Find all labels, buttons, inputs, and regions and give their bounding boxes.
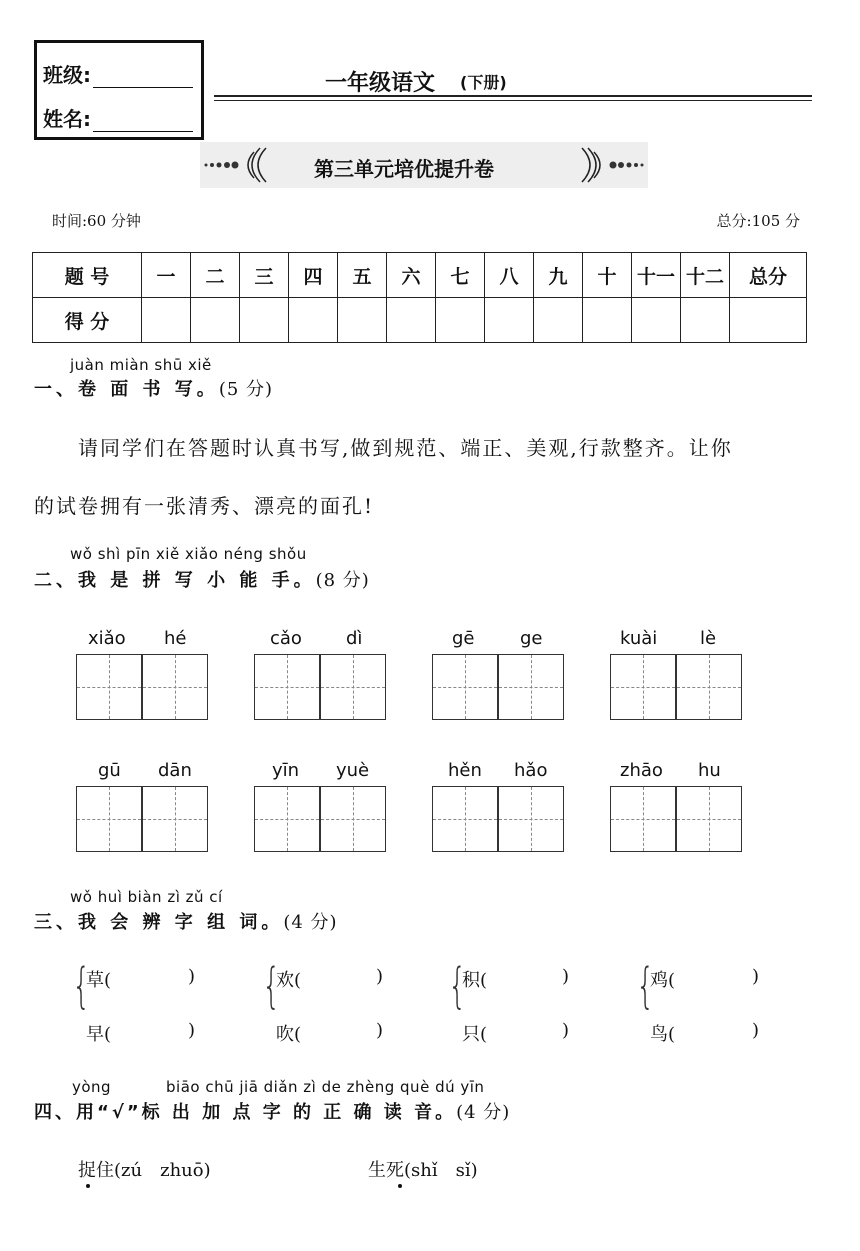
word-blank[interactable]: 吹( xyxy=(276,1024,302,1045)
score-cell[interactable] xyxy=(681,298,730,343)
paren-close: ) xyxy=(188,966,196,987)
section-3-title-text: 三、我 会 辨 字 组 词。 xyxy=(34,912,284,933)
table-cell: 五 xyxy=(338,253,387,298)
section-2-score: (8 分) xyxy=(315,570,370,591)
section-4-title xyxy=(34,1098,510,1124)
tianzi-box[interactable] xyxy=(676,654,742,720)
score-cell[interactable] xyxy=(632,298,681,343)
brace-icon: { xyxy=(448,958,467,1014)
pinyin-label: zhāo xyxy=(620,760,663,781)
word-blank[interactable]: 早( xyxy=(86,1024,112,1045)
section-4-pinyin-a: yòng xyxy=(72,1078,112,1096)
tianzi-box[interactable] xyxy=(610,654,676,720)
score-cell[interactable] xyxy=(387,298,436,343)
header-rule xyxy=(214,95,812,97)
score-cell[interactable] xyxy=(534,298,583,343)
paren-close: ) xyxy=(752,1020,760,1041)
table-cell: 九 xyxy=(534,253,583,298)
tianzi-box[interactable] xyxy=(142,786,208,852)
exam-subtitle: 第三单元培优提升卷 xyxy=(314,157,494,181)
tianzi-box[interactable] xyxy=(76,786,142,852)
section-4-title-text: 四、用“√”标 出 加 点 字 的 正 确 读 音。 xyxy=(34,1102,457,1123)
pinyin-label: hǎo xyxy=(514,760,548,781)
class-label: 班级: xyxy=(43,63,91,87)
score-cell[interactable] xyxy=(240,298,289,343)
brace-icon: { xyxy=(72,958,91,1014)
emphasis-dot xyxy=(398,1184,402,1188)
tianzi-box[interactable] xyxy=(610,786,676,852)
page-title: 一年级语文 xyxy=(325,71,436,96)
tianzi-box[interactable] xyxy=(76,654,142,720)
paren-close: ) xyxy=(752,966,760,987)
word-blank[interactable]: 欢( xyxy=(276,970,302,991)
pinyin-label: hu xyxy=(698,760,721,781)
emphasis-dot xyxy=(86,1184,90,1188)
student-info-box xyxy=(34,40,204,140)
name-blank[interactable] xyxy=(93,113,193,132)
score-cell[interactable] xyxy=(142,298,191,343)
pinyin-label: hé xyxy=(164,628,187,649)
tianzi-box[interactable] xyxy=(254,654,320,720)
paren-close: ) xyxy=(376,1020,384,1041)
section-1-paragraph-line-2: 的试卷拥有一张清秀、漂亮的面孔! xyxy=(34,494,375,518)
pinyin-label: yīn xyxy=(272,760,300,781)
pinyin-label: dì xyxy=(346,628,363,649)
score-cell[interactable] xyxy=(583,298,632,343)
score-cell[interactable] xyxy=(485,298,534,343)
table-cell: 七 xyxy=(436,253,485,298)
score-cell[interactable] xyxy=(436,298,485,343)
pinyin-label: xiǎo xyxy=(88,628,126,649)
section-4-score: (4 分) xyxy=(456,1102,511,1123)
total-score-label: 总分:105 分 xyxy=(716,212,800,230)
score-table-score-row xyxy=(33,298,807,343)
tianzi-box[interactable] xyxy=(432,786,498,852)
table-cell: 二 xyxy=(191,253,240,298)
section-1-title-text: 一、卷 面 书 写。 xyxy=(34,379,219,400)
word-blank[interactable]: 鸡( xyxy=(650,970,676,991)
paren-close: ) xyxy=(188,1020,196,1041)
pinyin-label: ge xyxy=(520,628,543,649)
paren-close: ) xyxy=(562,966,570,987)
tianzi-box[interactable] xyxy=(320,786,386,852)
table-cell: 总分 xyxy=(730,253,807,298)
tianzi-box[interactable] xyxy=(432,654,498,720)
pinyin-label: cǎo xyxy=(270,628,302,649)
reading-choice-item[interactable]: 生死(shǐ sǐ) xyxy=(368,1160,478,1181)
section-1-title xyxy=(34,375,273,401)
time-label: 时间:60 分钟 xyxy=(52,212,141,230)
pinyin-label: kuài xyxy=(620,628,658,649)
table-cell: 十二 xyxy=(681,253,730,298)
table-cell: 六 xyxy=(387,253,436,298)
name-label: 姓名: xyxy=(43,107,91,131)
section-2-title-text: 二、我 是 拼 写 小 能 手。 xyxy=(34,570,316,591)
section-3-pinyin: wǒ huì biàn zì zǔ cí xyxy=(70,888,223,906)
word-blank[interactable]: 草( xyxy=(86,970,112,991)
table-cell: 十一 xyxy=(632,253,681,298)
word-blank[interactable]: 积( xyxy=(462,970,488,991)
score-cell[interactable] xyxy=(289,298,338,343)
tianzi-box[interactable] xyxy=(498,786,564,852)
header-rule-thin xyxy=(214,100,812,101)
paren-close: ) xyxy=(562,1020,570,1041)
tianzi-box[interactable] xyxy=(254,786,320,852)
section-3-score: (4 分) xyxy=(283,912,338,933)
pinyin-label: hěn xyxy=(448,760,482,781)
name-field[interactable] xyxy=(43,103,193,132)
brace-icon: { xyxy=(262,958,281,1014)
brace-icon: { xyxy=(636,958,655,1014)
pinyin-label: gū xyxy=(98,760,121,781)
score-table xyxy=(32,252,807,343)
table-cell: 三 xyxy=(240,253,289,298)
tianzi-box[interactable] xyxy=(498,654,564,720)
section-1-paragraph-line-1: 请同学们在答题时认真书写,做到规范、端正、美观,行款整齐。让你 xyxy=(78,436,733,460)
pinyin-label: gē xyxy=(452,628,475,649)
word-blank[interactable]: 只( xyxy=(462,1024,488,1045)
page-title-sub: (下册) xyxy=(460,73,507,92)
score-cell[interactable] xyxy=(191,298,240,343)
reading-choice-item[interactable]: 捉住(zú zhuō) xyxy=(78,1160,211,1181)
pinyin-label: lè xyxy=(700,628,717,649)
score-cell[interactable] xyxy=(338,298,387,343)
table-cell: 一 xyxy=(142,253,191,298)
section-3-title xyxy=(34,908,338,934)
word-blank[interactable]: 鸟( xyxy=(650,1024,676,1045)
section-4-pinyin-b: biāo chū jiā diǎn zì de zhèng què dú yīn xyxy=(166,1078,485,1096)
section-1-score: (5 分) xyxy=(218,379,274,400)
pinyin-label: dān xyxy=(158,760,192,781)
table-cell: 八 xyxy=(485,253,534,298)
section-1-pinyin: juàn miàn shū xiě xyxy=(70,356,212,374)
pinyin-label: yuè xyxy=(336,760,370,781)
tianzi-box[interactable] xyxy=(676,786,742,852)
tianzi-box[interactable] xyxy=(320,654,386,720)
table-cell: 十 xyxy=(583,253,632,298)
class-blank[interactable] xyxy=(93,69,193,88)
paren-close: ) xyxy=(376,966,384,987)
score-cell[interactable] xyxy=(730,298,807,343)
table-cell: 四 xyxy=(289,253,338,298)
section-2-title xyxy=(34,566,370,592)
score-table-header-row xyxy=(33,253,807,298)
section-2-pinyin: wǒ shì pīn xiě xiǎo néng shǒu xyxy=(70,545,307,563)
tianzi-box[interactable] xyxy=(142,654,208,720)
table-cell: 题 号 xyxy=(33,253,142,298)
class-field[interactable] xyxy=(43,59,193,88)
table-cell: 得 分 xyxy=(33,298,142,343)
